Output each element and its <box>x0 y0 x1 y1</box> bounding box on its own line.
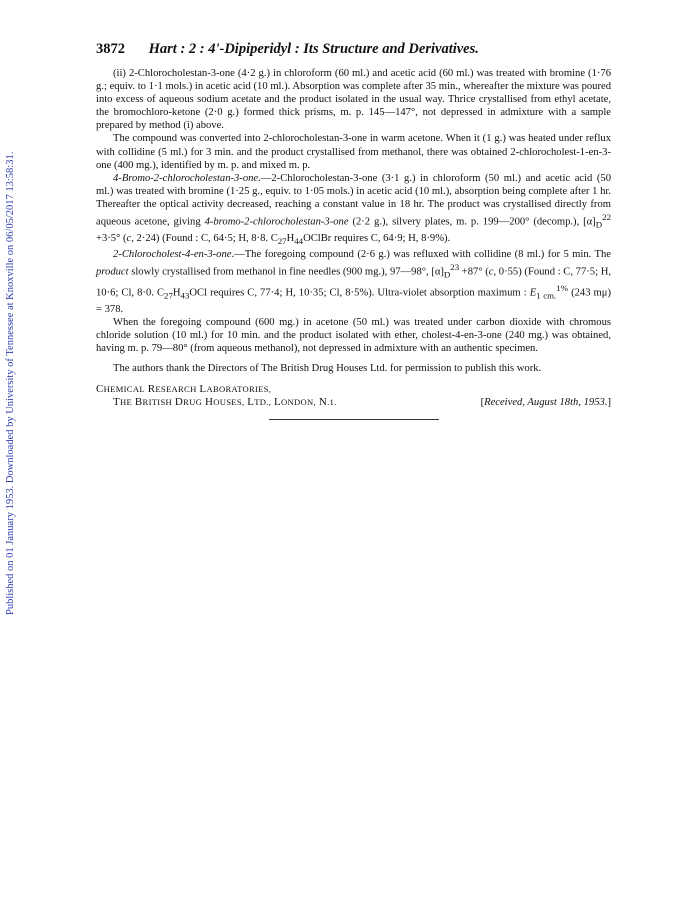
paragraph-conversion: The compound was converted into 2-chlorocholestan-3-one in warm acetone. When it (1 g.) was heated under reflux with collidine (5 ml.) for 3 min. and the product crystallised from methanol, there was obtained 2-chlorocholest-1-en-3-one (400 mg.), identified by m. p. and mixed m. p. <box>96 133 611 171</box>
affiliation-lab: CHEMICAL RESEARCH LABORATORIES, <box>96 383 272 395</box>
download-watermark <box>0 95 16 615</box>
running-header <box>96 40 611 58</box>
affiliation-block <box>96 383 611 409</box>
end-rule <box>269 419 439 420</box>
affiliation-line-1 <box>96 383 611 396</box>
paragraph-bromo-chloro: 4-Bromo-2-chlorocholestan-3-one.—2-Chlorocholestan-3-one (3·1 g.) in chloroform (50 ml.) and acetic acid (50 ml.) was treated with bromine (1·25 g., equiv. to 1·05 mols.) in acetic acid (10 ml.), absorption being complete after 1 hr. Thereafter the optical activity decreased, reaching a constant value in 18 hr. The product was crystallised directly from aqueous acetone, giving 4-bromo-2-chlorocholestan-3-one (2·2 g.), silvery plates, m. p. 199—200° (decomp.), $[\alpha]_D^{22} +3\cdot 5^\circ$ (c, 2·24) (Found : C, 64·5; H, 8·8. $C_{27}H_{44}OClBr$ requires C, 64·9; H, 8·9%). <box>96 172 611 246</box>
article-page <box>96 40 611 420</box>
acknowledgement: The authors thank the Directors of The British Drug Houses Ltd. for permission to publish this work. <box>113 362 542 374</box>
received-date: [Received, August 18th, 1953.] <box>480 397 611 408</box>
affiliation-company: THE BRITISH DRUG HOUSES, LTD., LONDON, N.1. <box>113 396 337 408</box>
running-title: Hart : 2 : 4'-Dipiperidyl : Its Structure and Derivatives. <box>148 41 479 57</box>
download-watermark-text: Published on 01 January 1953. Downloaded by University of Tennessee at Knoxville on 06/05/2017 13:58:31. <box>5 151 16 615</box>
page-number: 3872 <box>96 41 125 57</box>
paragraph-chlorocholestenone: 2-Chlorocholest-4-en-3-one.—The foregoing compound (2·6 g.) was refluxed with collidine (8 ml.) for 5 min. The product slowly crystallised from methanol in fine needles (900 mg.), 97—98°, $[\alpha]_D^{23} +87^\circ$ (c, 0·55) (Found : C, 77·5; H, 10·6; Cl, 8·0. $C_{27}H_{43}OCl$ requires C, 77·4; H, 10·35; Cl, 8·5%). Ultra-violet absorption maximum : $E_{1 cm.}^{1\%}$ (243 mμ) = 378. <box>96 248 611 315</box>
paragraph-method-ii: (ii) 2-Chlorocholestan-3-one (4·2 g.) in chloroform (60 ml.) and acetic acid (60 ml.) was treated with bromine (1·76 g.; equiv. to 1·1 mols.) in acetic acid (10 ml.). Absorption was complete after 35 min., whereafter the mixture was poured into excess of aqueous sodium acetate and the product isolated in the usual way. Thrice crystallised from ethyl acetate, the bromochloro-ketone (2·0 g.) formed thick prisms, m. p. 145—147°, not depressed in admixture with a sample prepared by method (i) above. <box>96 68 611 132</box>
paragraph-chromous-reduction: When the foregoing compound (600 mg.) in acetone (50 ml.) was treated under carbon dioxide with chromous chloride solution (10 ml.) for 10 min. and the product isolated with ether, cholest-4-en-3-one (240 mg.) was obtained, having m. p. 79—80° (from aqueous methanol), not depressed in admixture with an authentic specimen. <box>96 316 611 354</box>
